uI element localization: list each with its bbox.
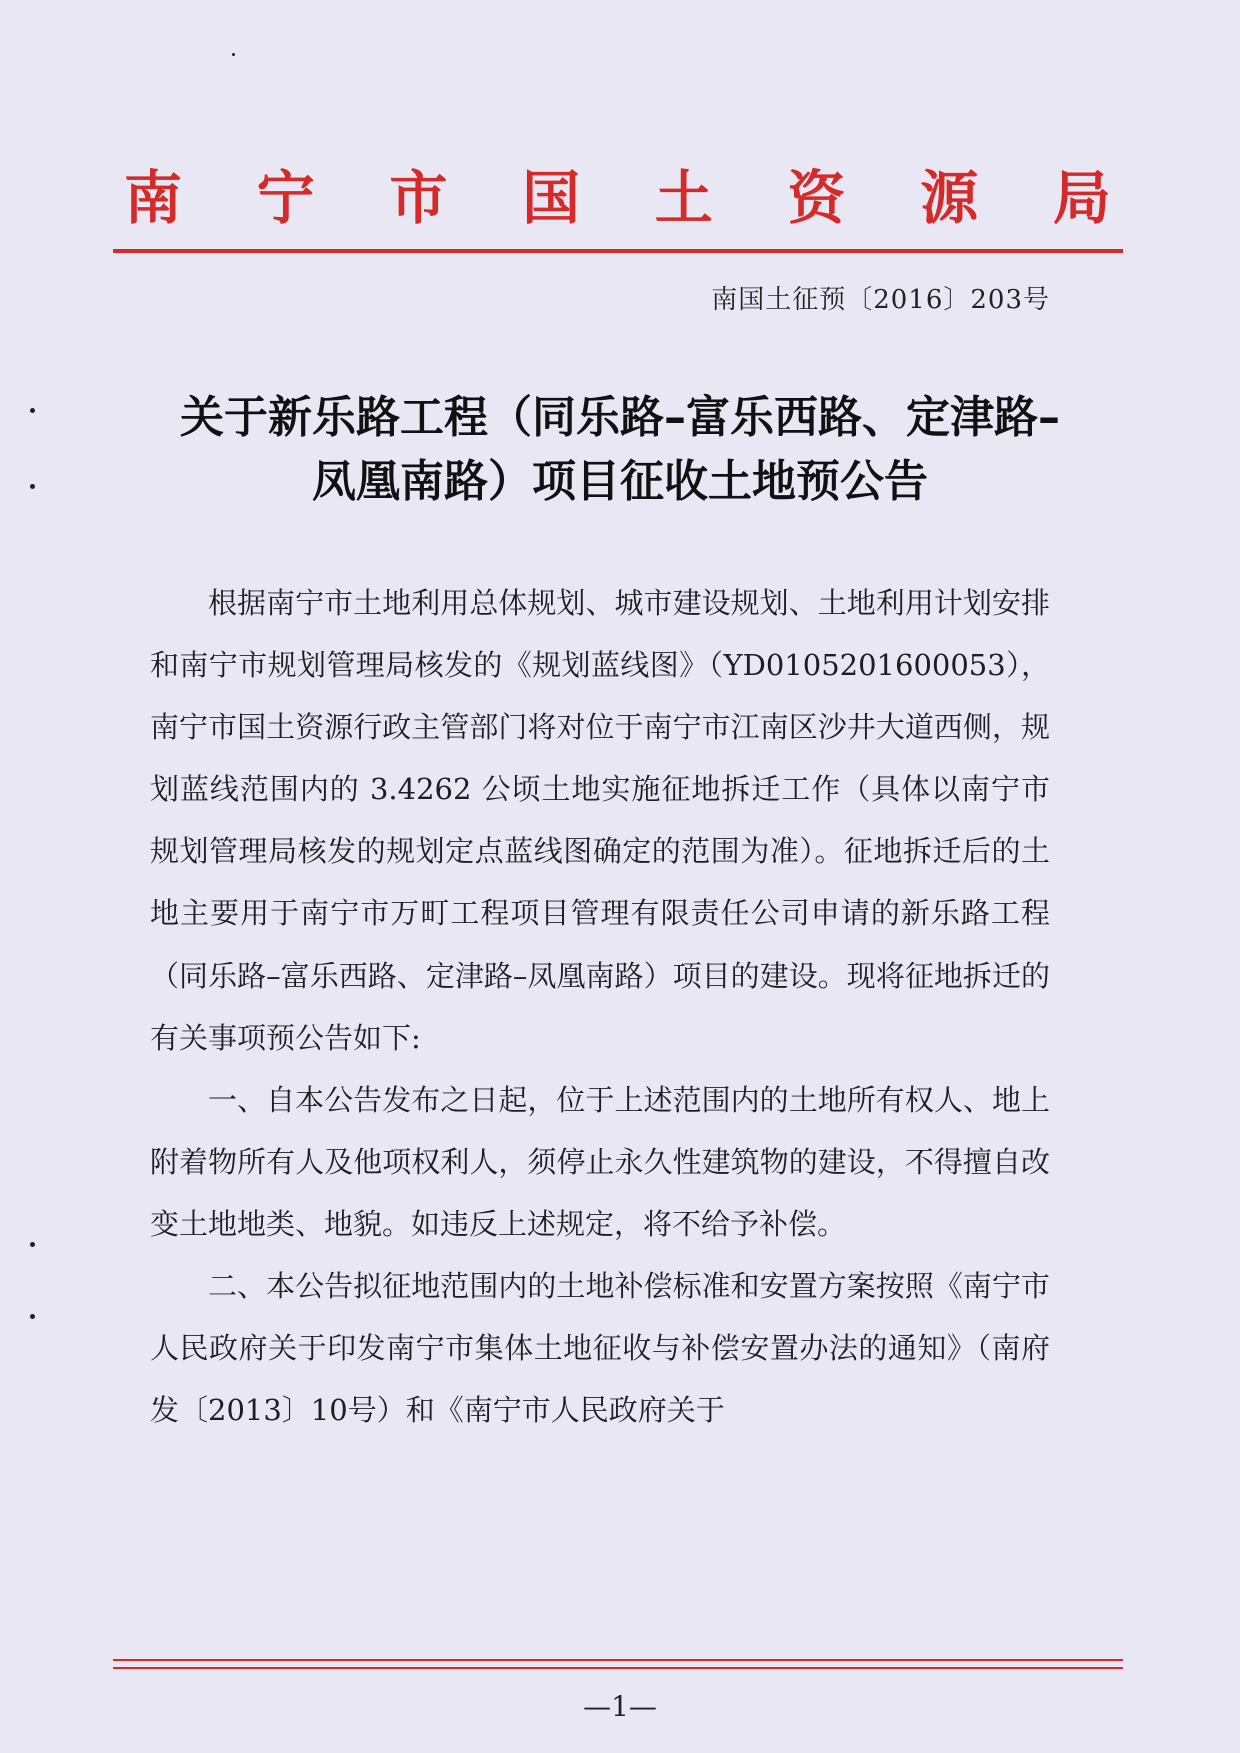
document-title	[120, 386, 1120, 514]
body-paragraph: 二、本公告拟征地范围内的土地补偿标准和安置方案按照《南宁市人民政府关于印发南宁市集体土地征收与补偿安置办法的通知》（南府发〔2013〕10号）和《南宁市人民政府关于	[150, 1269, 1050, 1428]
document-body	[150, 572, 1050, 1441]
footer-divider-bottom	[113, 1667, 1123, 1669]
org-char: 宁	[256, 164, 315, 232]
org-char: 市	[389, 164, 448, 232]
organization-header	[115, 160, 1120, 236]
org-char: 南	[123, 164, 182, 232]
document-title-line2: 凤凰南路）项目征收土地预公告	[312, 456, 928, 507]
page-number: —1—	[583, 1690, 657, 1723]
scan-speck	[30, 484, 35, 489]
scan-speck	[30, 1242, 35, 1247]
scan-speck	[232, 53, 235, 56]
document-number: 南国土征预〔2016〕203号	[711, 285, 1050, 315]
document-title-line1: 关于新乐路工程（同乐路–富乐西路、定津路–	[180, 392, 1060, 443]
body-paragraph: 根据南宁市土地利用总体规划、城市建设规划、土地利用计划安排和南宁市规划管理局核发的《规划蓝线图》（YD0105201600053），南宁市国土资源行政主管部门将对位于南宁市江南区沙井大道西侧，规划蓝线范围内的 3.4262 公顷土地实施征地拆迁工作（具体以南宁市规划管理局核发的规划定点蓝线图确定的范围为准）。征地拆迁后的土地主要用于南宁市万町工程项目管理有限责任公司申请的新乐路工程（同乐路–富乐西路、定津路–凤凰南路）项目的建设。现将征地拆迁的有关事项预公告如下:	[150, 586, 1050, 1055]
scan-speck	[30, 408, 35, 413]
org-char: 土	[654, 164, 713, 232]
org-char: 局	[1052, 164, 1111, 232]
footer-divider-top	[113, 1659, 1123, 1661]
org-char: 源	[920, 164, 979, 232]
org-char: 资	[787, 164, 846, 232]
header-divider	[113, 249, 1123, 253]
scan-speck	[30, 1314, 35, 1319]
org-char: 国	[522, 164, 581, 232]
body-paragraph: 一、自本公告发布之日起，位于上述范围内的土地所有权人、地上附着物所有人及他项权利人，须停止永久性建筑物的建设，不得擅自改变土地地类、地貌。如违反上述规定，将不给予补偿。	[150, 1082, 1050, 1241]
